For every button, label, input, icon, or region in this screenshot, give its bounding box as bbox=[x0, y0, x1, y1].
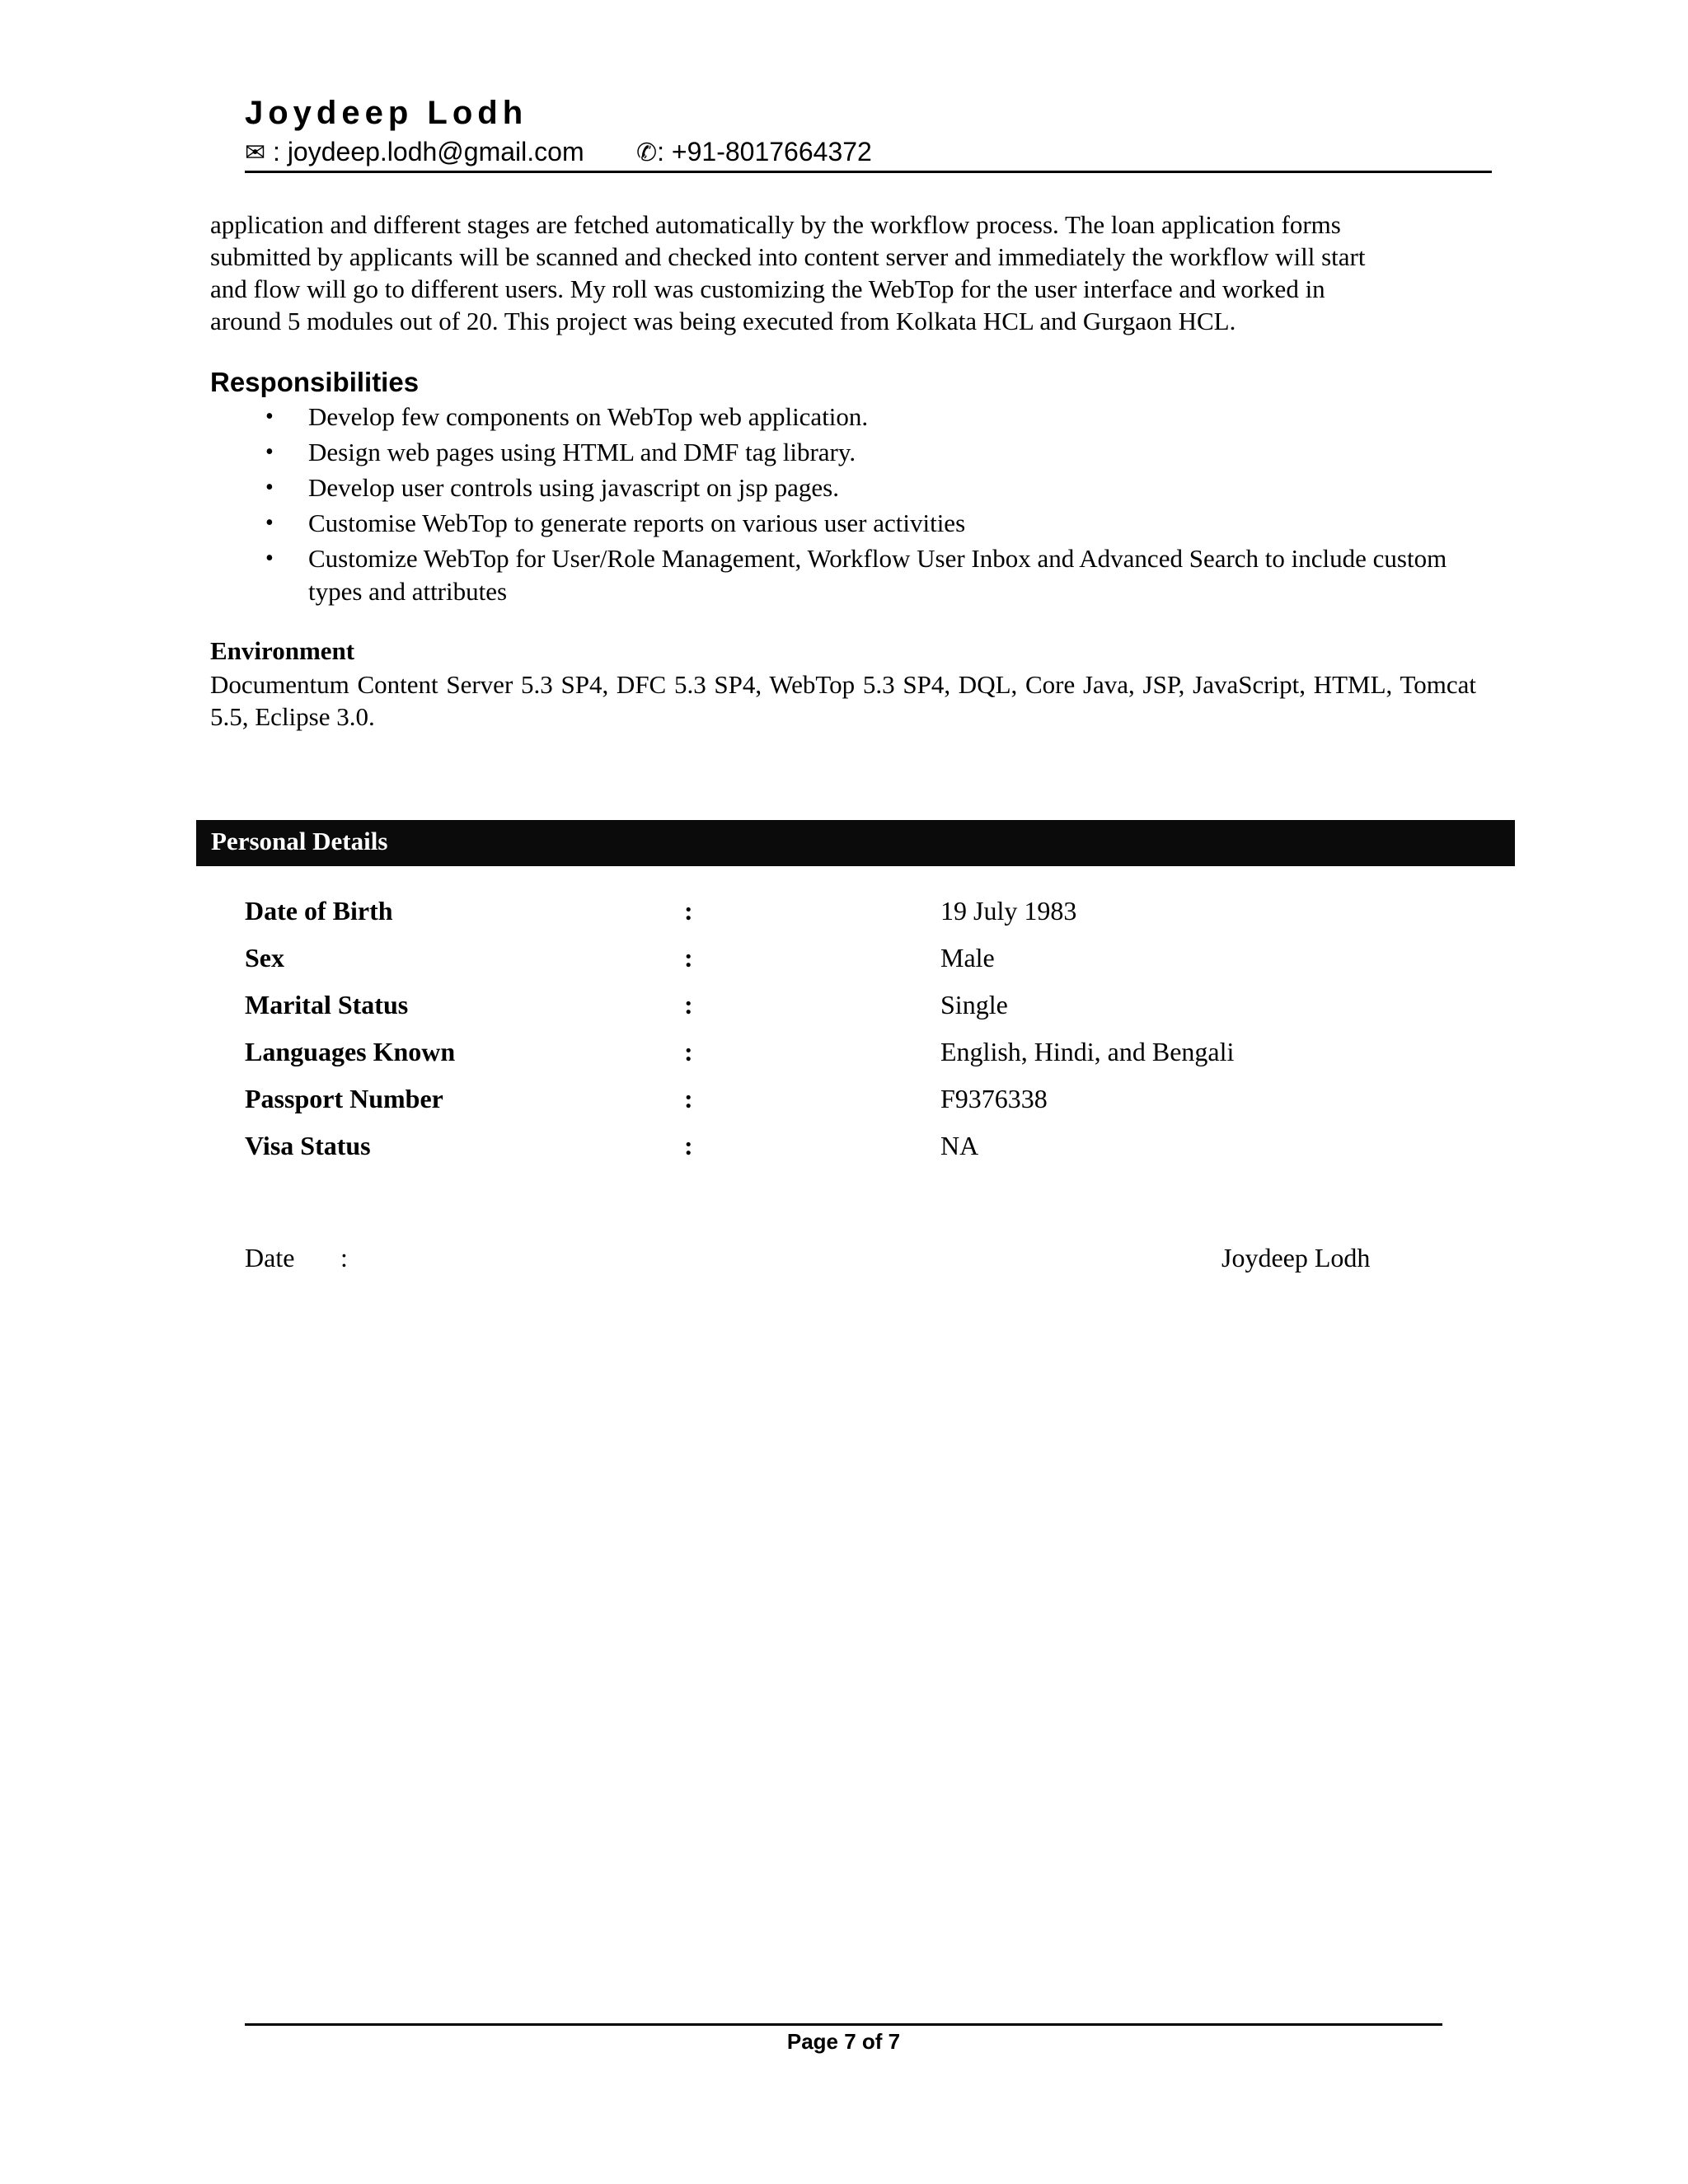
list-item bbox=[210, 471, 1496, 504]
detail-label: Languages Known bbox=[245, 1037, 456, 1066]
list-item bbox=[210, 542, 1496, 608]
list-item-text: Customise WebTop to generate reports on various user activities bbox=[308, 509, 966, 537]
list-item bbox=[210, 436, 1496, 469]
phone-icon: ✆ bbox=[636, 139, 658, 166]
bullet-icon: • bbox=[265, 475, 274, 500]
details-row bbox=[245, 1131, 1440, 1178]
page-number: Page 7 of 7 bbox=[786, 2029, 901, 2054]
envelope-icon: ✉ bbox=[245, 139, 266, 166]
details-row bbox=[245, 943, 1440, 990]
list-item-text: Customize WebTop for User/Role Management, Workflow User Inbox and Advanced Search to include custom types and attributes bbox=[308, 544, 1447, 606]
detail-label: Visa Status bbox=[245, 1131, 371, 1160]
details-row bbox=[245, 1037, 1440, 1084]
detail-label: Passport Number bbox=[245, 1084, 443, 1113]
paragraph-line: application and different stages are fetched automatically by the workflow process. The loan application forms bbox=[210, 210, 1341, 239]
details-row bbox=[245, 1084, 1440, 1131]
email-text: : joydeep.lodh@gmail.com bbox=[265, 137, 584, 166]
detail-label: Marital Status bbox=[245, 990, 409, 1019]
bullet-icon: • bbox=[265, 510, 274, 536]
details-row bbox=[245, 896, 1440, 943]
list-item bbox=[210, 401, 1496, 434]
detail-value: 19 July 1983 bbox=[940, 896, 1077, 926]
detail-value: F9376338 bbox=[940, 1084, 1048, 1113]
paragraph-line: submitted by applicants will be scanned and checked into content server and immediately the workflow will start bbox=[210, 242, 1366, 271]
responsibilities-list bbox=[210, 401, 1496, 611]
detail-separator: : bbox=[684, 1131, 693, 1160]
footer-divider bbox=[245, 2023, 1442, 2026]
list-item-text: Develop user controls using javascript on jsp pages. bbox=[308, 473, 839, 502]
environment-text: Documentum Content Server 5.3 SP4, DFC 5.3 SP4, WebTop 5.3 SP4, DQL, Core Java, JSP, JavaScript, HTML, Tomcat 5.5, Eclipse 3.0. bbox=[210, 670, 1476, 731]
paragraph-line: and flow will go to different users. My roll was customizing the WebTop for the user interface and worked in bbox=[210, 274, 1325, 303]
personal-details-title: Personal Details bbox=[211, 827, 388, 855]
detail-label: Sex bbox=[245, 943, 284, 972]
list-item-text: Design web pages using HTML and DMF tag library. bbox=[308, 438, 856, 466]
responsibilities-heading: Responsibilities bbox=[210, 367, 420, 397]
signature-name: Joydeep Lodh bbox=[1221, 1243, 1371, 1272]
detail-label: Date of Birth bbox=[245, 896, 393, 926]
detail-value: Male bbox=[940, 943, 995, 972]
phone-contact bbox=[636, 137, 872, 167]
bullet-icon: • bbox=[265, 439, 274, 465]
detail-separator: : bbox=[684, 1084, 693, 1113]
detail-separator: : bbox=[684, 896, 693, 926]
date-label: Date bbox=[245, 1243, 295, 1272]
list-item-text: Develop few components on WebTop web application. bbox=[308, 402, 869, 431]
detail-separator: : bbox=[684, 1037, 693, 1066]
details-row bbox=[245, 990, 1440, 1037]
detail-value: NA bbox=[940, 1131, 979, 1160]
bullet-icon: • bbox=[265, 546, 274, 571]
header-divider bbox=[245, 171, 1492, 173]
email-contact bbox=[245, 137, 584, 167]
personal-details-section-bar bbox=[196, 820, 1515, 866]
environment-heading: Environment bbox=[210, 636, 355, 665]
detail-separator: : bbox=[684, 943, 693, 972]
date-separator: : bbox=[340, 1243, 348, 1272]
personal-details-table bbox=[245, 896, 1440, 1178]
contact-line bbox=[245, 137, 1481, 170]
detail-value: English, Hindi, and Bengali bbox=[940, 1037, 1235, 1066]
phone-text: : +91-8017664372 bbox=[657, 137, 872, 166]
list-item bbox=[210, 507, 1496, 540]
detail-value: Single bbox=[940, 990, 1008, 1019]
paragraph-line: around 5 modules out of 20. This project was being executed from Kolkata HCL and Gurgaon HCL. bbox=[210, 307, 1236, 335]
project-description bbox=[210, 209, 1496, 337]
bullet-icon: • bbox=[265, 404, 274, 429]
detail-separator: : bbox=[684, 990, 693, 1019]
candidate-name: Joydeep Lodh bbox=[245, 95, 528, 131]
